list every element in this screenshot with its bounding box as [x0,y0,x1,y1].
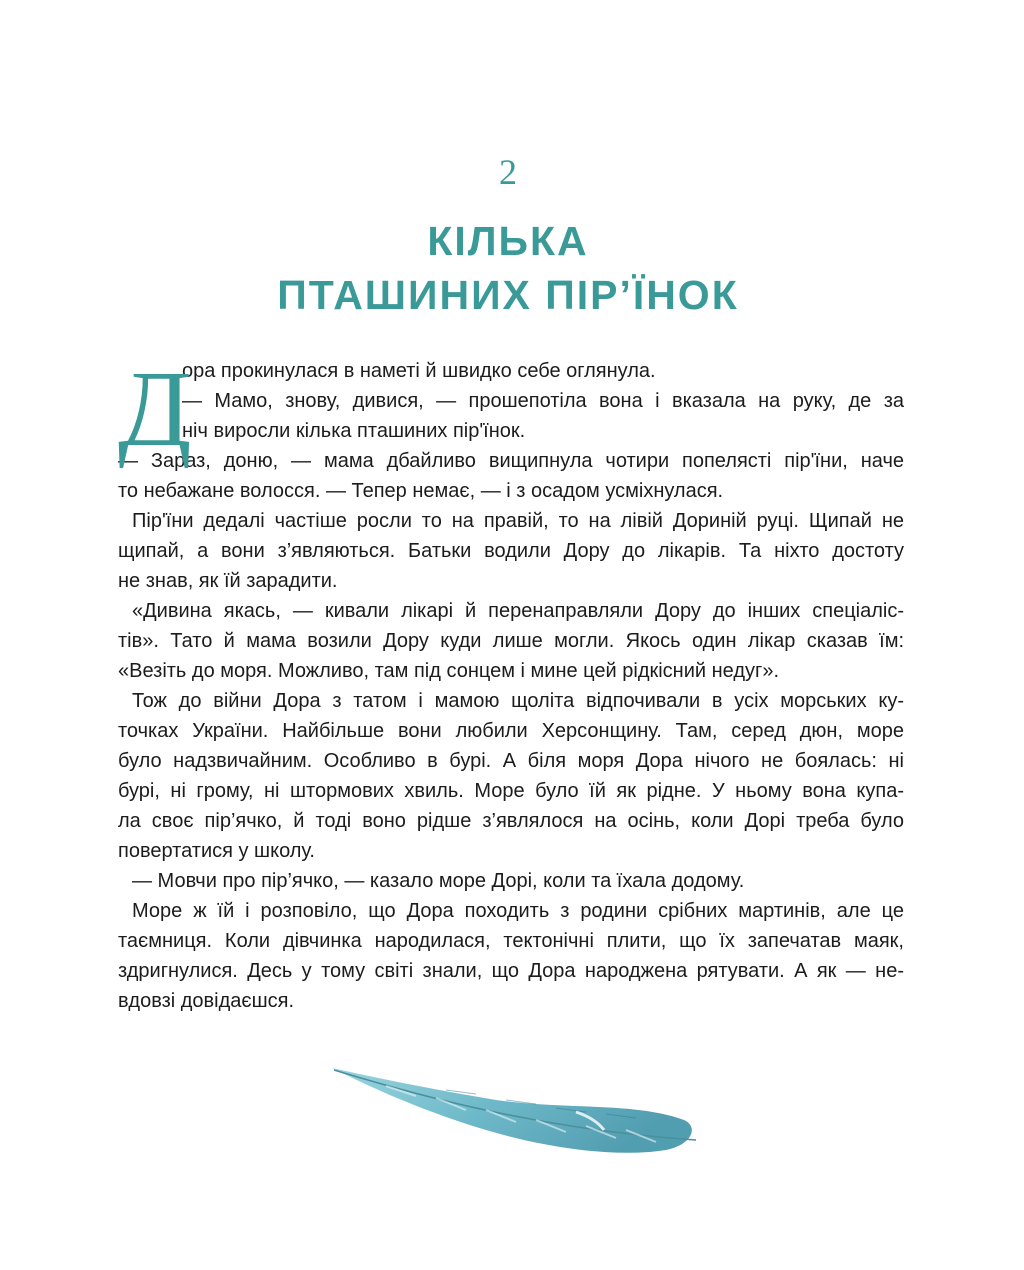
text-line: — Мовчи про пір’ячко, — казало море Дорі, коли та їхала додому. [132,870,745,892]
text-line: ла своє пір’ячко, й тоді воно рідше з’являлося на осінь, коли Дорі треба було [118,810,904,832]
paragraph [118,446,904,506]
chapter-title [0,214,1016,322]
text-line: не знав, як їй зарадити. [118,570,338,592]
text-line: тів». Тато й мама возили Дору куди лише могли. Якось один лікар сказав їм: [118,630,904,652]
chapter-number: 2 [499,152,517,192]
text-line: ора прокинулася в наметі й швидко себе оглянула. [182,360,656,382]
text-line: «Дивина якась, — кивали лікарі й перенаправляли Дору до інших спеціаліс- [132,600,904,622]
text-line: — Зараз, доню, — мама дбайливо вищипнула чотири попелясті пір'їни, наче [118,450,904,472]
text-line: ніч виросли кілька пташиних пір'їнок. [182,420,526,442]
text-line: повертатися у школу. [118,840,315,862]
text-line: то небажане волосся. — Тепер немає, — і з осадом усміхнулася. [118,480,724,502]
text-line: щипай, а вони з’являються. Батьки водили Дору до лікарів. Та ніхто достоту [118,540,904,562]
chapter-title-line-2: ПТАШИНИХ ПІР’ЇНОК [277,272,739,318]
paragraph [118,596,904,686]
paragraph [118,356,904,446]
text-line: Море ж їй і розповіло, що Дора походить з родини срібних мартинів, але це [132,900,904,922]
text-line: таємниця. Коли дівчинка народилася, тектонічні плити, що їх запечатав маяк, [118,930,904,952]
text-line: Пір'їни дедалі частіше росли то на правій, то на лівій Дориній руці. Щипай не [132,510,904,532]
text-line: — Мамо, знову, дивися, — прошепотіла вона і вказала на руку, де за [182,390,904,412]
text-line: бурі, ні грому, ні штормових хвиль. Море було їй як рідне. У ньому вона купа- [118,780,904,802]
text-line: «Везіть до моря. Можливо, там під сонцем і мине цей рідкісний недуг». [118,660,779,682]
paragraph [118,506,904,596]
drop-cap: Д [118,350,192,469]
text-line: здригнулися. Десь у тому світі знали, що Дора народжена рятувати. А як — не- [118,960,904,982]
paragraph [118,686,904,866]
text-line: Тож до війни Дора з татом і мамою щоліта відпочивали в усіх морських ку- [132,690,904,712]
feather-icon [326,1060,706,1160]
chapter-title-line-1: КІЛЬКА [427,218,589,264]
text-line: точках України. Найбільше вони любили Херсонщину. Там, серед дюн, море [118,720,904,742]
text-line: було надзвичайним. Особливо в бурі. А біля моря Дора нічого не боялась: ні [118,750,904,772]
paragraph [118,896,904,1016]
paragraph [118,866,904,896]
chapter-body [118,350,904,1016]
text-line: вдовзі довідаєшся. [118,990,295,1012]
